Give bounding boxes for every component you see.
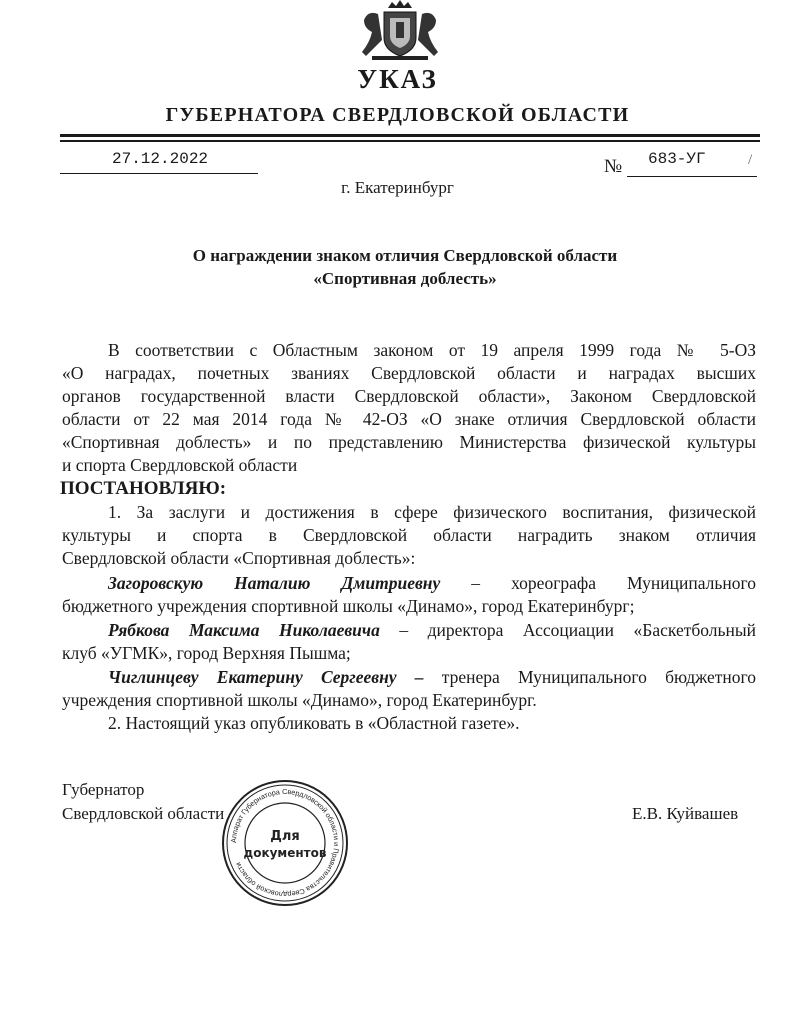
awardee-name: Рябкова Максима Николаевича (108, 620, 380, 640)
document-title-line: «Спортивная доблесть» (313, 269, 497, 288)
preamble-line: области от 22 мая 2014 года № 42-ОЗ «О знаке отличия Свердловской области (62, 409, 756, 429)
signatory-position: Свердловской области (62, 804, 225, 823)
decree-number: 683-УГ (648, 150, 706, 168)
stamp-center-text: документов (243, 846, 327, 860)
official-stamp (220, 778, 350, 908)
decree-title: УКАЗ (357, 64, 438, 94)
awardee-name: Чиглинцеву Екатерину Сергеевну – (108, 667, 424, 687)
item1-line: 1. За заслуги и достижения в сфере физического воспитания, физической (108, 502, 756, 522)
decree-issuer: ГУБЕРНАТОРА СВЕРДЛОВСКОЙ ОБЛАСТИ (165, 104, 630, 126)
pen-mark: / (748, 152, 753, 168)
item2-line: 2. Настоящий указ опубликовать в «Областной газете». (108, 713, 520, 733)
item1-line: культуры и спорта в Свердловской области наградить знаком отличия (62, 525, 756, 545)
awardee-name: Загоровскую Наталию Дмитриевну (108, 573, 441, 593)
signatory-name: Е.В. Куйвашев (632, 804, 739, 823)
decree-date: 27.12.2022 (112, 150, 209, 168)
awardee-position: – хореографа Муниципального (440, 573, 756, 593)
awardee-position: тренера Муниципального бюджетного (423, 667, 756, 687)
preamble-line: В соответствии с Областным законом от 19 апреля 1999 года № 5-ОЗ (108, 340, 756, 360)
preamble-line: и спорта Свердловской области (62, 455, 298, 475)
preamble-line: органов государственной власти Свердловской области», Законом Свердловской (62, 386, 756, 406)
preamble-line: «О наградах, почетных званиях Свердловской области и наградах высших (62, 363, 756, 383)
awardee-line: бюджетного учреждения спортивной школы «Динамо», город Екатеринбург; (62, 596, 635, 616)
awardee-line (62, 572, 756, 595)
coat-of-arms-icon (358, 0, 442, 60)
header-divider-thin (60, 140, 760, 142)
issue-city: г. Екатеринбург (341, 178, 454, 197)
number-underline (627, 176, 757, 177)
awardee-position: – директора Ассоциации «Баскетбольный (379, 620, 756, 640)
document-title-line: О награждении знаком отличия Свердловской области (192, 246, 618, 265)
signatory-position: Губернатор (62, 780, 145, 799)
awardee-line (62, 619, 756, 642)
item1-line: Свердловской области «Спортивная доблесть»: (62, 548, 416, 568)
awardee-line: клуб «УГМК», город Верхняя Пышма; (62, 643, 351, 663)
header-divider-thick (60, 134, 760, 137)
stamp-center-text: Для (270, 829, 300, 844)
awardee-line: учреждения спортивной школы «Динамо», город Екатеринбург. (62, 690, 537, 710)
stamp-ring-text: Аппарат Губернатора Свердловской области и Правительства Свердловской области (228, 786, 342, 900)
date-underline (60, 173, 258, 174)
number-sign: № (604, 156, 623, 177)
awardee-line (62, 666, 756, 689)
preamble-line: «Спортивная доблесть» и по представлению Министерства физической культуры (62, 432, 756, 452)
decree-word: ПОСТАНОВЛЯЮ: (60, 478, 227, 499)
